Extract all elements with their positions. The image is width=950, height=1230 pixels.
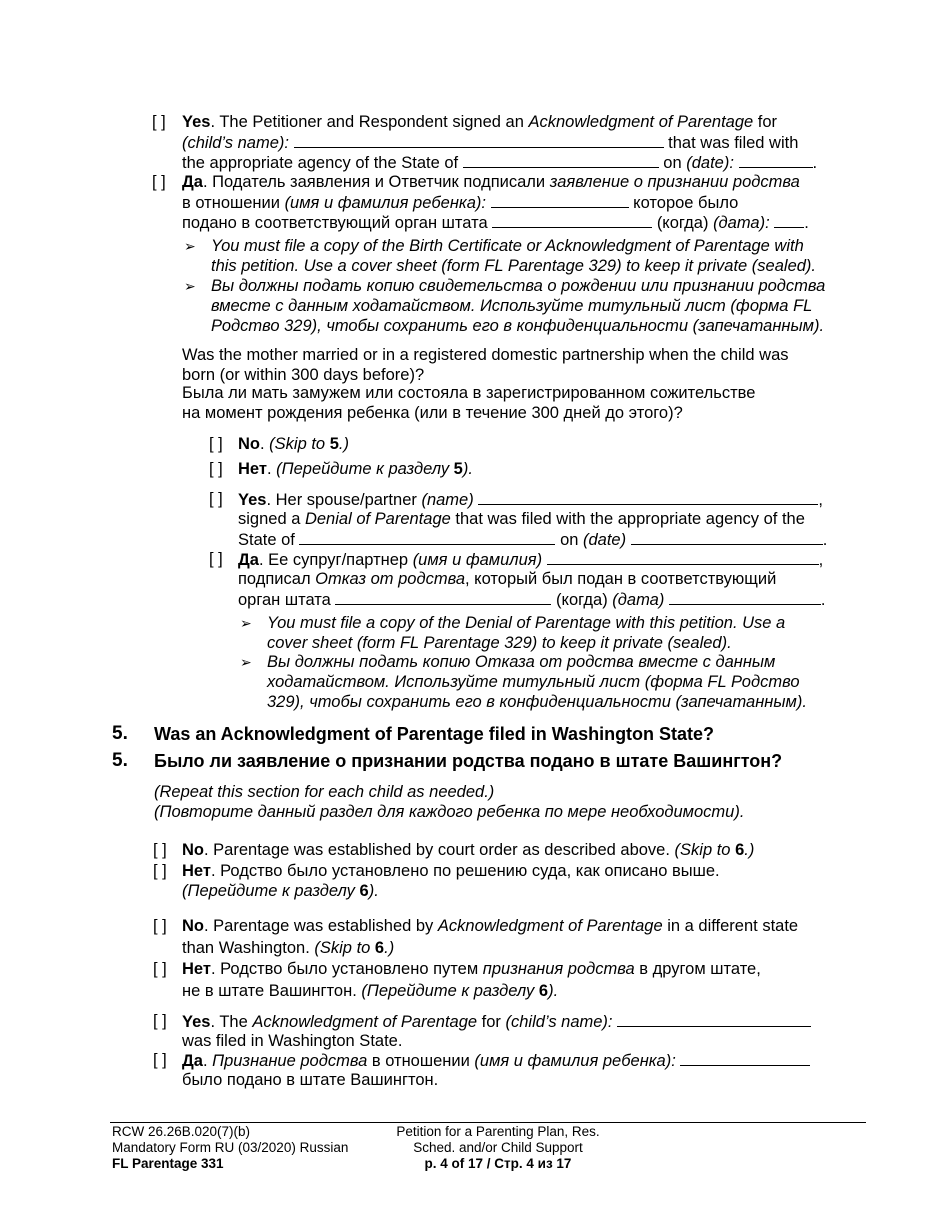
no-doc: Acknowledgment of Parentage	[437, 917, 663, 935]
denial-note-en	[240, 613, 840, 653]
ack-yes-child-label: (child’s name):	[182, 134, 289, 152]
wa-child-name-field-ru[interactable]	[680, 1050, 810, 1066]
mother-da-option	[209, 549, 839, 609]
no-sep: .	[260, 435, 270, 453]
net-lead: Нет	[182, 862, 211, 880]
ack-da-lead: Да	[182, 173, 203, 191]
ack-da-doc: заявление о признании родства	[549, 173, 800, 191]
skip-end: ).	[548, 982, 559, 1000]
denial-state-field[interactable]	[299, 529, 555, 545]
ack-yes-text: . The Petitioner and Respondent signed an	[210, 113, 529, 131]
da-l2: было подано в штате Вашингтон.	[182, 1071, 439, 1089]
no-text: . Parentage was established by	[204, 917, 438, 935]
mother-da-checkbox[interactable]: [ ]	[209, 550, 223, 568]
da-in: в отношении	[367, 1052, 475, 1070]
s5-yes-checkbox[interactable]: [ ]	[153, 1012, 167, 1030]
spouse-name-field[interactable]	[478, 489, 818, 505]
note-line: ходатайством. Используйте титульный лист (форма FL Родство	[267, 673, 800, 691]
skip-number: 6	[735, 841, 745, 859]
da-doc: Отказ от родства	[315, 570, 466, 588]
period: .	[820, 591, 826, 609]
ack-da-child-name-field[interactable]	[491, 192, 629, 208]
ack-yes-agency: the appropriate agency of the State of	[182, 154, 459, 172]
mother-yes-option	[209, 489, 839, 549]
ack-yes-state-field[interactable]	[463, 152, 659, 168]
footer-statute: RCW 26.26B.020(7)(b)	[112, 1124, 251, 1139]
ack-yes-filed-with: that was filed with	[668, 134, 799, 152]
period: .	[804, 214, 809, 232]
ack-yes-date-field[interactable]	[739, 152, 813, 168]
ack-yes-option	[152, 112, 842, 172]
mother-question-ru	[182, 383, 755, 423]
footer-form-title: Petition for a Parenting Plan, Res.	[396, 1124, 600, 1139]
mother-no-checkbox[interactable]: [ ]	[209, 435, 223, 453]
net-lead: Нет	[238, 460, 267, 478]
net-text2: в другом штате,	[634, 960, 761, 978]
ack-yes-lead: Yes	[182, 113, 211, 131]
mother-no-option	[209, 434, 349, 454]
note-line: вместе с данным ходатайством. Используйте титульный лист (форма FL	[211, 297, 813, 315]
s5-no2-checkbox[interactable]: [ ]	[153, 917, 167, 935]
skip-text: (Перейдите к разделу	[276, 460, 454, 478]
skip-end: .)	[384, 939, 395, 957]
period: .	[822, 531, 828, 549]
arrow-bullet-icon: ➢	[240, 615, 252, 631]
footer-divider	[110, 1122, 866, 1123]
section-title-en: Was an Acknowledgment of Parentage filed in Washington State?	[154, 724, 715, 744]
footer-page-number: p. 4 of 17 / Стр. 4 из 17	[424, 1156, 572, 1171]
s5-da-checkbox[interactable]: [ ]	[153, 1051, 167, 1069]
mother-net-option	[209, 459, 473, 479]
skip-end: ).	[462, 460, 473, 478]
arrow-bullet-icon: ➢	[184, 278, 196, 294]
comma: ,	[818, 491, 823, 509]
question-line: Was the mother married or in a registered domestic partnership when the child was	[182, 346, 789, 364]
ack-yes-for: for	[753, 113, 778, 131]
ack-da-when: (когда)	[656, 214, 714, 232]
yes-l2b: that was filed with the appropriate agency of the	[450, 510, 805, 528]
repeat-en: (Repeat this section for each child as needed.)	[154, 783, 495, 801]
section-repeat-note	[154, 782, 744, 822]
ack-da-date-field[interactable]	[774, 212, 804, 228]
yes-for: for	[477, 1013, 506, 1031]
da-child-label: (имя и фамилия ребенка):	[474, 1052, 676, 1070]
ack-yes-doc: Acknowledgment of Parentage	[528, 113, 754, 131]
ack-da-option	[152, 172, 842, 232]
da-text: . Ее супруг/партнер	[258, 551, 413, 569]
skip-number: 5	[329, 435, 339, 453]
skip-text: (Перейдите к разделу	[182, 882, 360, 900]
ack-da-state-field[interactable]	[492, 212, 652, 228]
skip-number: 6	[374, 939, 385, 957]
note-line: You must file a copy of the Birth Certificate or Acknowledgment of Parentage with	[211, 237, 804, 255]
s5-no2-option	[153, 915, 798, 959]
ack-yes-checkbox[interactable]: [ ]	[152, 113, 166, 131]
footer-mandatory-form: Mandatory Form RU (03/2020) Russian	[112, 1140, 349, 1155]
ack-da-checkbox[interactable]: [ ]	[152, 173, 166, 191]
s5-net1-option	[153, 861, 720, 901]
no-lead: No	[182, 917, 204, 935]
net-sep: .	[266, 460, 277, 478]
footer-left	[112, 1124, 348, 1172]
da-doc: Признание родства	[212, 1052, 368, 1070]
ack-yes-child-name-field[interactable]	[294, 132, 664, 148]
footer-form-number: FL Parentage 331	[112, 1156, 224, 1171]
skip-number: 6	[538, 982, 549, 1000]
s5-net1-checkbox[interactable]: [ ]	[153, 862, 167, 880]
section-title-ru: Было ли заявление о признании родства подано в штате Вашингтон?	[154, 751, 783, 771]
note-line: Родство 329), чтобы сохранить его в конфиденциальности (запечатанным).	[211, 317, 825, 335]
question-line: Была ли мать замужем или состояла в зарегистрированном сожительстве	[182, 384, 756, 402]
footer-center	[390, 1124, 606, 1172]
ack-yes-date-label: (date):	[686, 154, 734, 172]
da-name-label: (имя и фамилия)	[412, 551, 543, 569]
yes-text: . Her spouse/partner	[266, 491, 422, 509]
skip-text: (Skip to	[674, 841, 736, 859]
net-l2: не в штате Вашингтон.	[182, 982, 362, 1000]
da-l2b: , который был подан в соответствующий	[465, 570, 777, 588]
yes-name-label: (name)	[421, 491, 474, 509]
yes-state-of: State of	[238, 531, 295, 549]
yes-date-label: (date)	[583, 531, 627, 549]
mother-question-en	[182, 345, 789, 385]
question-line: born (or within 300 days before)?	[182, 366, 425, 384]
wa-child-name-field[interactable]	[617, 1011, 811, 1027]
skip-text: (Skip to	[269, 435, 330, 453]
mother-yes-checkbox[interactable]: [ ]	[209, 490, 223, 508]
arrow-bullet-icon: ➢	[184, 238, 196, 254]
note-line: You must file a copy of the Denial of Parentage with this petition. Use a	[267, 614, 786, 632]
s5-yes-option	[153, 1011, 833, 1051]
net-doc: признания родства	[482, 960, 635, 978]
denial-date-field-ru[interactable]	[669, 589, 821, 605]
yes-doc: Denial of Parentage	[304, 510, 451, 528]
yes-on: on	[560, 531, 583, 549]
comma: ,	[818, 551, 824, 569]
skip-end: .)	[338, 435, 349, 453]
yes-doc: Acknowledgment of Parentage	[252, 1013, 478, 1031]
denial-date-field[interactable]	[631, 529, 823, 545]
question-line: на момент рождения ребенка (или в течение 300 дней до этого)?	[182, 404, 683, 422]
s5-da-option	[153, 1050, 833, 1090]
yes-child-label: (child’s name):	[505, 1013, 613, 1031]
ack-da-submitted: подано в соответствующий орган штата	[182, 214, 488, 232]
skip-number: 6	[359, 882, 369, 900]
section-number: 5.	[112, 723, 128, 744]
ack-da-text: . Податель заявления и Ответчик подписали	[202, 173, 550, 191]
no-l2: than Washington.	[182, 939, 315, 957]
da-when: (когда)	[556, 591, 613, 609]
s5-no1-checkbox[interactable]: [ ]	[153, 841, 167, 859]
da-date-label: (дата)	[612, 591, 665, 609]
skip-end: ).	[368, 882, 379, 900]
no-text: . Parentage was established by court order as described above.	[204, 841, 675, 859]
ack-da-in-relation: в отношении	[182, 194, 285, 212]
yes-text: . The	[210, 1013, 253, 1031]
da-lead: Да	[182, 1052, 203, 1070]
da-lead: Да	[238, 551, 259, 569]
ack-yes-on: on	[663, 154, 687, 172]
note-line: Вы должны подать копию Отказа от родства вместе с данным	[267, 653, 776, 671]
skip-end: .)	[744, 841, 755, 859]
denial-state-field-ru[interactable]	[335, 589, 551, 605]
ack-note-ru	[184, 276, 844, 336]
arrow-bullet-icon: ➢	[240, 654, 252, 670]
s5-net2-option	[153, 958, 761, 1002]
skip-number: 5	[453, 460, 463, 478]
ack-note-en	[184, 236, 844, 276]
yes-lead: Yes	[238, 491, 267, 509]
ack-da-which-was: которое было	[633, 194, 739, 212]
no-lead: No	[238, 435, 260, 453]
skip-text: (Skip to	[314, 939, 375, 957]
net-text: . Родство было установлено путем	[210, 960, 483, 978]
da-l2a: подписал	[238, 570, 316, 588]
mother-net-checkbox[interactable]: [ ]	[209, 460, 223, 478]
note-line: this petition. Use a cover sheet (form FL Parentage 329) to keep it private (sealed).	[211, 257, 817, 275]
ack-da-child-label: (имя и фамилия ребенка):	[284, 194, 486, 212]
net-lead: Нет	[182, 960, 211, 978]
note-line: 329), чтобы сохранить его в конфиденциальности (запечатанным).	[267, 693, 807, 711]
section-number: 5.	[112, 750, 128, 771]
da-sep: .	[202, 1052, 213, 1070]
s5-no1-option	[153, 840, 754, 860]
no-text2: in a different state	[662, 917, 799, 935]
no-lead: No	[182, 841, 204, 859]
repeat-ru: (Повторите данный раздел для каждого ребенка по мере необходимости).	[154, 803, 745, 821]
yes-l2: was filed in Washington State.	[182, 1032, 403, 1050]
note-line: cover sheet (form FL Parentage 329) to keep it private (sealed).	[267, 634, 732, 652]
note-line: Вы должны подать копию свидетельства о рождении или признании родства	[211, 277, 826, 295]
yes-l2a: signed a	[238, 510, 305, 528]
yes-lead: Yes	[182, 1013, 211, 1031]
net-text: . Родство было установлено по решению суда, как описано выше.	[210, 862, 720, 880]
footer-form-title-2: Sched. and/or Child Support	[413, 1140, 583, 1155]
skip-text: (Перейдите к разделу	[361, 982, 539, 1000]
s5-net2-checkbox[interactable]: [ ]	[153, 960, 167, 978]
period: .	[812, 154, 818, 172]
spouse-name-field-ru[interactable]	[547, 549, 819, 565]
ack-da-date-label: (дата):	[713, 214, 770, 232]
da-state-of: орган штата	[238, 591, 331, 609]
denial-note-ru	[240, 652, 840, 712]
